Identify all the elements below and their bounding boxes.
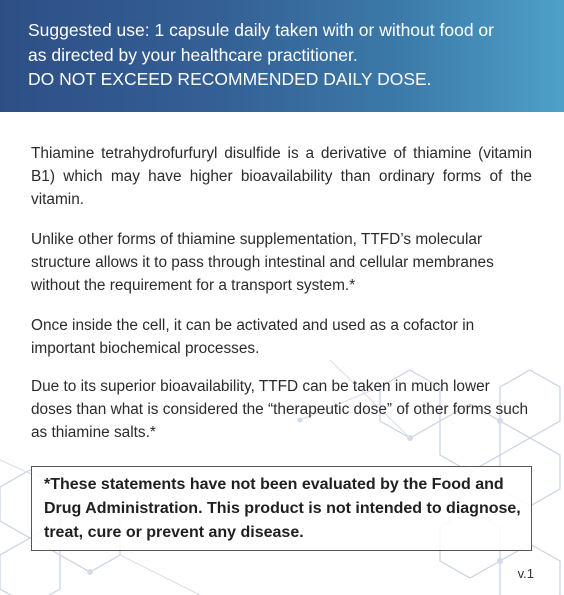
paragraph-molecular-structure: Unlike other forms of thiamine supplementation, TTFD’s molecular structure allows it to pass through intestinal and cellular membranes without the requirement for a transport system.*: [31, 231, 494, 294]
dose-warning: DO NOT EXCEED RECOMMENDED DAILY DOSE.: [28, 69, 432, 89]
usage-line-1: Suggested use: 1 capsule daily taken with or without food or: [28, 20, 494, 40]
version-label: v.1: [517, 566, 534, 581]
paragraph-ttfd-definition: Thiamine tetrahydrofurfuryl disulfide is a derivative of thiamine (vitamin B1) which may have higher bioavailability than ordinary forms of the vitamin.: [31, 145, 532, 208]
paragraph-cell-activation: Once inside the cell, it can be activated and used as a cofactor in important biochemical processes.: [31, 317, 475, 357]
fda-disclaimer-box: [31, 466, 532, 551]
fda-disclaimer-text: *These statements have not been evaluated by the Food and Drug Administration. This product is not intended to diagnose, treat, cure or prevent any disease.: [44, 476, 521, 541]
usage-banner: [0, 0, 564, 112]
usage-line-2: as directed by your healthcare practitioner.: [28, 45, 358, 65]
paragraph-bioavailability: Due to its superior bioavailability, TTFD can be taken in much lower doses than what is considered the “therapeutic dose” of other forms such as thiamine salts.*: [31, 378, 529, 441]
